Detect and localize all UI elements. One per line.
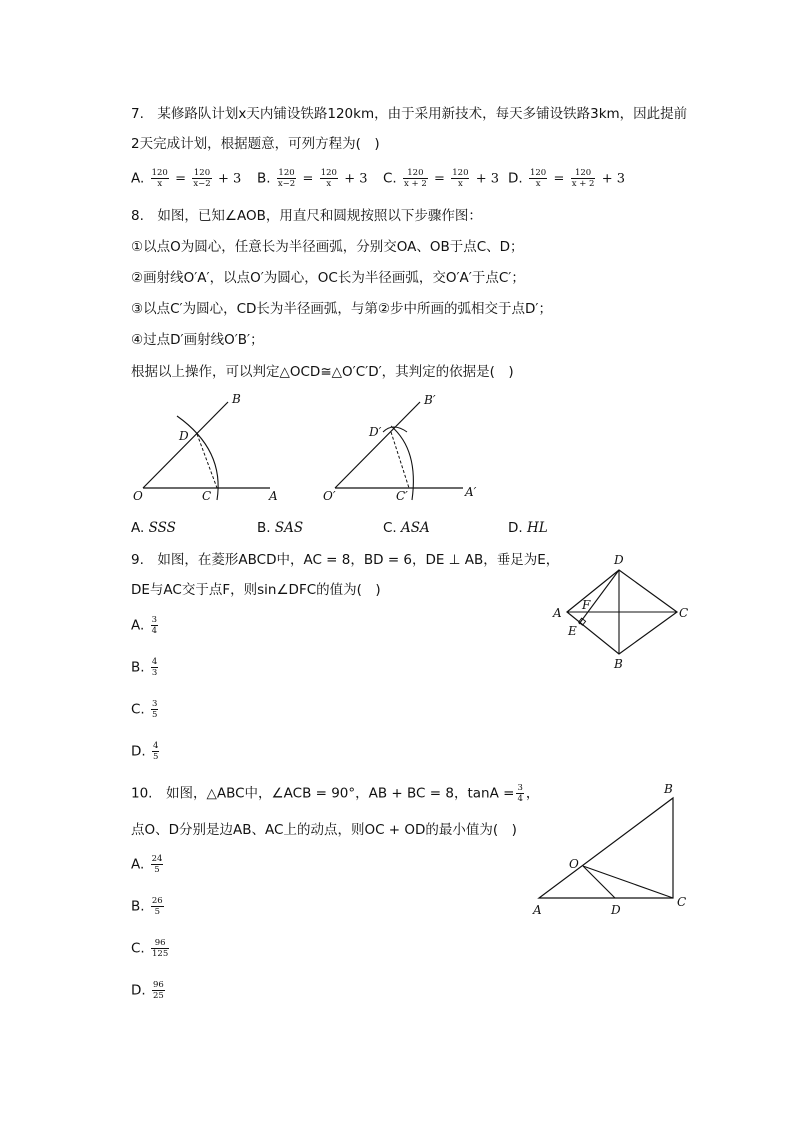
- label-c: C: [679, 606, 689, 620]
- label-d: D: [611, 903, 621, 917]
- q8-option-a: A. SSS: [131, 520, 176, 536]
- label-d: D: [179, 429, 189, 443]
- label-o: O: [133, 489, 143, 503]
- label-o: O: [569, 857, 579, 871]
- q8-option-b: B. SAS: [257, 520, 304, 536]
- q8-step-1: ①以点O为圆心，任意长为半径画弧，分别交OA、OB于点C、D；: [131, 239, 524, 255]
- q10-figure-triangle: [525, 778, 700, 923]
- label-b-prime: B′: [424, 393, 436, 407]
- q8-option-c: C. ASA: [383, 520, 430, 536]
- segment-cd-prime-dashed: [391, 432, 409, 488]
- label-b: B: [614, 657, 623, 671]
- q10-option-c: C. $\frac{96}{125}$: [131, 938, 169, 959]
- label-c: C: [677, 895, 687, 909]
- segment-oc: [583, 866, 673, 898]
- label-e: E: [568, 624, 577, 638]
- label-b: B: [232, 392, 241, 406]
- q8-step-4: ④过点D′画射线O′B′；: [131, 332, 264, 348]
- label-c-prime: C′: [396, 489, 408, 503]
- q9-option-b: B. $\frac{4}{3}$: [131, 657, 158, 678]
- q8-figure-angle-aob: [125, 388, 295, 508]
- label-d-prime: D′: [369, 425, 382, 439]
- label-a-prime: A′: [465, 485, 477, 499]
- label-d: D: [614, 553, 624, 567]
- triangle-abc: [539, 798, 673, 898]
- q10-option-d: D. $\frac{96}{25}$: [131, 980, 164, 1001]
- q7-stem-line1: 7. 某修路队计划x天内铺设铁路120km，由于采用新技术，每天多铺设铁路3km，因此提前: [131, 106, 688, 122]
- q9-option-a: A. $\frac{3}{4}$: [131, 615, 158, 636]
- q10-stem-line1: 10. 如图，△ABC中，∠ACB = 90°，AB + BC = 8，tanA = $\frac{3}{4}$ ，: [131, 783, 540, 804]
- q8-question: 根据以上操作，可以判定△OCD≅△O′C′D′，其判定的依据是( ): [131, 364, 514, 380]
- segment-od: [583, 866, 615, 898]
- q7-option-b: B. $\frac{120}{x-2}$ = $\frac{120}{x}$ + 3: [257, 168, 368, 189]
- q9-stem-line1: 9. 如图，在菱形ABCD中，AC = 8，BD = 6，DE ⊥ AB，垂足为E，: [131, 552, 560, 568]
- label-a: A: [269, 489, 278, 503]
- q7-option-d: D. $\frac{120}{x}$ = $\frac{120}{x + 2}$ + 3: [508, 168, 626, 189]
- q9-option-d: D. $\frac{4}{5}$: [131, 741, 159, 762]
- q10-option-b: B. $\frac{26}{5}$: [131, 896, 163, 917]
- q8-step-2: ②画射线O′A′，以点O′为圆心，OC长为半径画弧，交O′A′于点C′；: [131, 270, 525, 286]
- label-b: B: [664, 782, 673, 796]
- label-c: C: [202, 489, 212, 503]
- q8-step-3: ③以点C′为圆心，CD长为半径画弧，与第②步中所画的弧相交于点D′；: [131, 301, 552, 317]
- label-o-prime: O′: [323, 489, 336, 503]
- q8-option-d: D. HL: [508, 520, 548, 536]
- q7-stem-line2: 2天完成计划，根据题意，可列方程为( ): [131, 136, 380, 152]
- q9-stem-line2: DE与AC交于点F，则sin∠DFC的值为( ): [131, 582, 381, 598]
- q8-stem: 8. 如图，已知∠AOB，用直尺和圆规按照以下步骤作图：: [131, 208, 482, 224]
- q7-option-a: A. $\frac{120}{x}$ = $\frac{120}{x-2}$ + 3: [131, 168, 242, 189]
- ray-ob-prime: [335, 402, 420, 488]
- q9-figure-rhombus: [545, 548, 695, 676]
- label-a: A: [553, 606, 562, 620]
- q7-option-c: C. $\frac{120}{x + 2}$ = $\frac{120}{x}$ + 3: [383, 168, 500, 189]
- q10-stem-line2: 点O、D分别是边AB、AC上的动点，则OC + OD的最小值为( ): [131, 822, 517, 838]
- q10-option-a: A. $\frac{24}{5}$: [131, 854, 163, 875]
- ray-ob: [143, 402, 228, 488]
- q9-option-c: C. $\frac{3}{5}$: [131, 699, 158, 720]
- q8-figure-angle-oprime: [315, 388, 490, 508]
- label-f: F: [582, 598, 591, 612]
- label-a: A: [533, 903, 542, 917]
